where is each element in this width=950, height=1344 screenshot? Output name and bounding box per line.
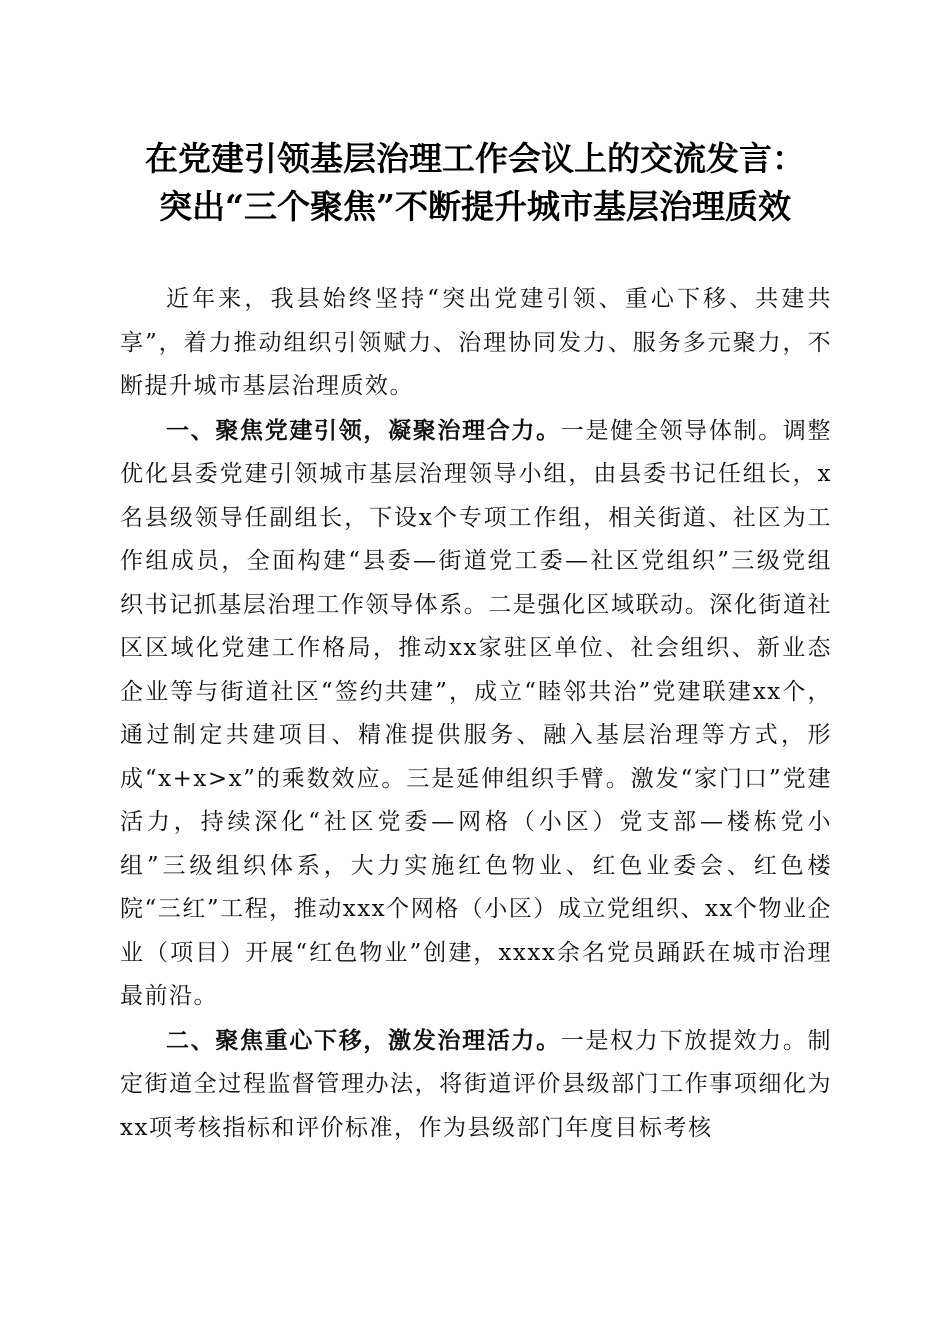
- paragraph-intro: [120, 278, 832, 409]
- document-title: [100, 135, 850, 231]
- paragraph-section-2: [120, 1020, 832, 1151]
- section-1-heading: 一、聚焦党建引领，凝聚治理合力。: [166, 417, 561, 444]
- paragraph-intro-text: 近年来，我县始终坚持“突出党建引领、重心下移、共建共享”，着力推动组织引领赋力、治理协同发力、服务多元聚力，不断提升城市基层治理质效。: [120, 286, 832, 399]
- section-2-text: 一是权力下放提效力。制定街道全过程监督管理办法，将街道评价县级部门工作事项细化为xx项考核指标和评价标准，作为县级部门年度目标考核: [120, 1027, 833, 1141]
- section-1-text: 一是健全领导体制。调整优化县委党建引领城市基层治理领导小组，由县委书记任组长，x名县级领导任副组长，下设x个专项工作组，相关街道、社区为工作组成员，全面构建“县委—街道党工委—社区党组织”三级党组织书记抓基层治理工作领导体系。二是强化区域联动。深化街道社区区域化党建工作格局，推动xx家驻区单位、社会组织、新业态企业等与街道社区“签约共建”，成立“睦邻共治”党建联建xx个，通过制定共建项目、精准提供服务、融入基层治理等方式，形成“x+x>x”的乘数效应。三是延伸组织手臂。激发“家门口”党建活力，持续深化“社区党委—网格（小区）党支部—楼栋党小组”三级组织体系，大力实施红色物业、红色业委会、红色楼院“三红”工程，推动xxx个网格（小区）成立党组织、xx个物业企业（项目）开展“红色物业”创建，xxxx余名党员踊跃在城市治理最前沿。: [120, 417, 833, 1009]
- paragraph-section-1: [120, 410, 832, 1019]
- section-2-heading: 二、聚焦重心下移，激发治理活力。: [166, 1027, 561, 1054]
- title-line-1: 在党建引领基层治理工作会议上的交流发言：: [145, 139, 805, 178]
- title-line-2: 突出“三个聚焦”不断提升城市基层治理质效: [159, 187, 791, 226]
- document-body: [120, 278, 832, 1151]
